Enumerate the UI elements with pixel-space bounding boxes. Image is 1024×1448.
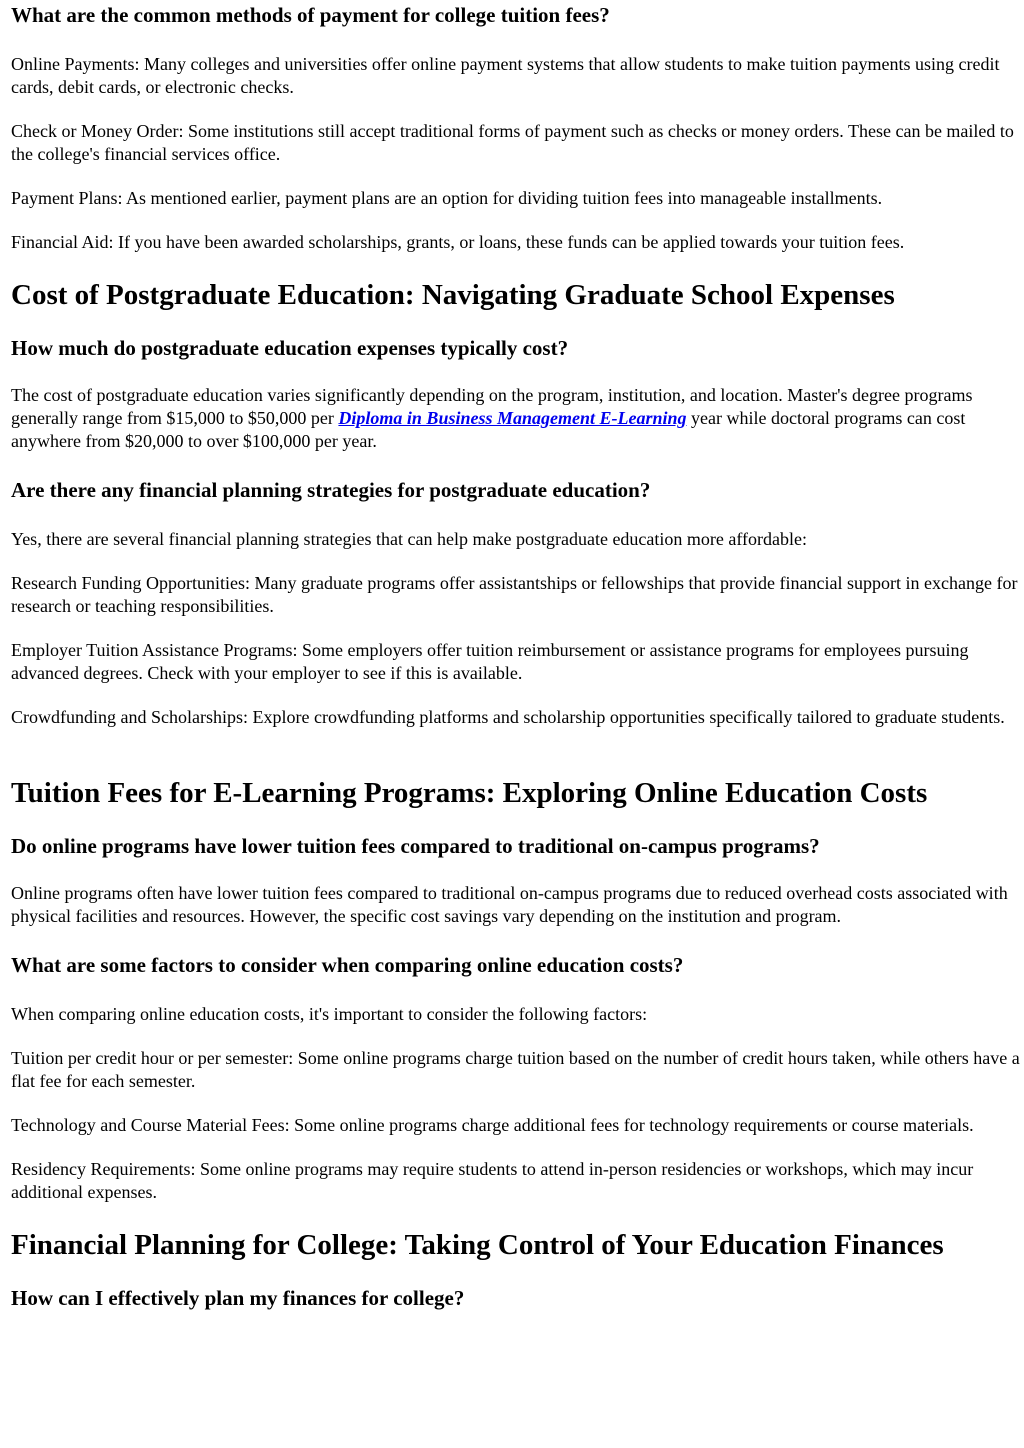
paragraph-postgraduate-cost-text-1: The cost of postgraduate education varies significantly depending on the program, institution, and location. Master's degree programs generally range from $15,000 to $50,000 per <box>11 385 973 428</box>
paragraph-research-funding: Research Funding Opportunities: Many graduate programs offer assistantships or fellowships that provide financial support in exchange for research or teaching responsibilities. <box>11 573 1018 616</box>
paragraph-technology-fees: Technology and Course Material Fees: Some online programs charge additional fees for technology requirements or course materials. <box>11 1115 974 1135</box>
question-online-lower-fees: Do online programs have lower tuition fees compared to traditional on-campus programs? <box>11 834 820 858</box>
heading-financial-planning-college: Financial Planning for College: Taking Control of Your Education Finances <box>11 1229 944 1261</box>
paragraph-residency: Residency Requirements: Some online programs may require students to attend in-person residencies or workshops, which may incur additional expenses. <box>11 1159 974 1202</box>
paragraph-postgraduate-cost-text-2: year while doctoral programs can cost anywhere from $20,000 to over $100,000 per year. <box>11 408 966 451</box>
heading-postgraduate-cost: Cost of Postgraduate Education: Navigating Graduate School Expenses <box>11 279 895 311</box>
question-financial-planning-strategies: Are there any financial planning strategies for postgraduate education? <box>11 478 651 502</box>
question-payment-methods: What are the common methods of payment for college tuition fees? <box>11 3 610 27</box>
question-comparing-costs: What are some factors to consider when comparing online education costs? <box>11 953 684 977</box>
paragraph-employer-assistance: Employer Tuition Assistance Programs: Some employers offer tuition reimbursement or assistance programs for employees pursuing advanced degrees. Check with your employer to see if this is available. <box>11 640 969 683</box>
paragraph-check-money-order: Check or Money Order: Some institutions still accept traditional forms of payment such as checks or money orders. These can be mailed to the college's financial services office. <box>11 121 1014 164</box>
paragraph-crowdfunding: Crowdfunding and Scholarships: Explore crowdfunding platforms and scholarship opportunities specifically tailored to graduate students. <box>11 707 1005 727</box>
paragraph-postgraduate-cost <box>11 384 1021 453</box>
question-postgraduate-expenses: How much do postgraduate education expenses typically cost? <box>11 336 569 360</box>
paragraph-comparing-intro: When comparing online education costs, it's important to consider the following factors: <box>11 1004 648 1024</box>
paragraph-online-payments: Online Payments: Many colleges and universities offer online payment systems that allow students to make tuition payments using credit cards, debit cards, or electronic checks. <box>11 54 1000 97</box>
paragraph-tuition-per-credit: Tuition per credit hour or per semester: Some online programs charge tuition based on the number of credit hours taken, while others have a flat fee for each semester. <box>11 1048 1020 1091</box>
paragraph-strategies-intro: Yes, there are several financial planning strategies that can help make postgraduate education more affordable: <box>11 529 808 549</box>
diploma-business-management-link[interactable]: Diploma in Business Management E-Learning <box>338 408 687 428</box>
paragraph-online-lower-fees: Online programs often have lower tuition fees compared to traditional on-campus programs due to reduced overhead costs associated with physical facilities and resources. However, the specific cost savings vary depending on the institution and program. <box>11 883 1008 926</box>
paragraph-payment-plans: Payment Plans: As mentioned earlier, payment plans are an option for dividing tuition fees into manageable installments. <box>11 188 883 208</box>
paragraph-financial-aid: Financial Aid: If you have been awarded scholarships, grants, or loans, these funds can be applied towards your tuition fees. <box>11 232 905 252</box>
question-plan-finances: How can I effectively plan my finances for college? <box>11 1286 465 1310</box>
heading-elearning-tuition: Tuition Fees for E-Learning Programs: Exploring Online Education Costs <box>11 777 928 809</box>
